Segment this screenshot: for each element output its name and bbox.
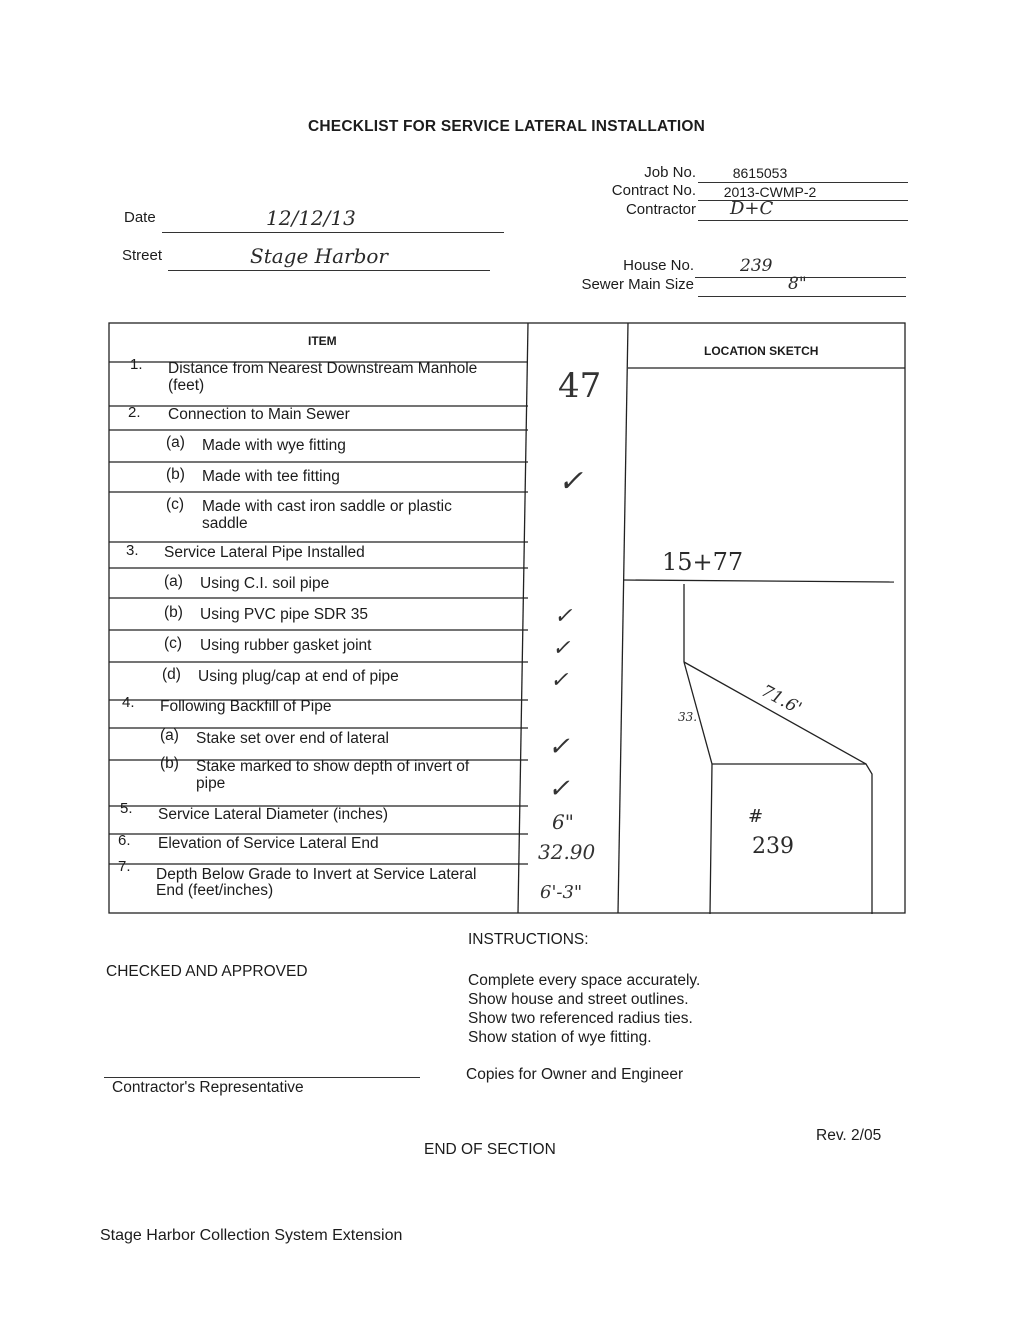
row-3a-text: Using C.I. soil pipe [200,575,330,592]
row-3-text: Service Lateral Pipe Installed [164,544,365,561]
row-4-text: Following Backfill of Pipe [160,698,332,715]
sketch-header: LOCATION SKETCH [704,344,819,358]
page-title: CHECKLIST FOR SERVICE LATERAL INSTALLATION [308,118,706,135]
row-4b-text: Stake marked to show depth of invert of [196,758,470,775]
row-1-text: Distance from Nearest Downstream Manhole [168,360,478,377]
row-3d-text: Using plug/cap at end of pipe [198,668,399,685]
row-6-value: 32.90 [538,840,596,864]
job-no-value: 8615053 [732,165,788,181]
row-7-text2: End (feet/inches) [156,882,274,899]
row-2c-sub: (c) [166,496,185,513]
row-7-num: 7. [118,858,131,875]
row-4a-sub: (a) [160,727,179,744]
sketch-dim-short: 33. [678,710,698,724]
instructions-heading: INSTRUCTIONS: [468,931,589,948]
instruction-line: Complete every space accurately. [468,972,701,989]
checked-approved: CHECKED AND APPROVED [106,963,308,980]
row-6-num: 6. [118,832,131,849]
revision: Rev. 2/05 [816,1127,882,1144]
job-no-line [698,182,908,183]
contractor-value: D+C [730,198,774,219]
row-2b-sub: (b) [166,466,185,483]
row-3b-sub: (b) [164,604,183,621]
row-1-num: 1. [130,356,143,373]
end-of-section: END OF SECTION [424,1141,556,1158]
row-4b-sub: (b) [160,755,179,772]
row-4a-value: ✓ [548,732,570,762]
row-3c-sub: (c) [164,635,183,652]
sewer-main-value: 8" [788,274,807,294]
row-3c-text: Using rubber gasket joint [200,637,372,654]
house-no-value: 239 [740,256,773,276]
row-3b-text: Using PVC pipe SDR 35 [200,606,368,623]
row-2c-text2: saddle [202,515,248,532]
row-1-text2: (feet) [168,377,205,394]
contractor-rep-label: Contractor's Representative [112,1079,304,1096]
date-line [162,232,504,233]
footer-project: Stage Harbor Collection System Extension [100,1227,403,1244]
row-4-num: 4. [122,694,135,711]
street-value: Stage Harbor [250,244,388,268]
row-3a-sub: (a) [164,573,183,590]
house-no-label: House No. [623,257,694,274]
row-4a-text: Stake set over end of lateral [196,730,390,747]
row-4b-text2: pipe [196,775,226,792]
instruction-line: Show house and street outlines. [468,991,689,1008]
row-2b-text: Made with tee fitting [202,468,340,485]
row-7-text: Depth Below Grade to Invert at Service Lateral [156,866,477,883]
contractor-label: Contractor [625,201,696,218]
row-3d-sub: (d) [162,666,181,683]
sketch-dim-diag: 71.6' [757,681,805,719]
copies-note: Copies for Owner and Engineer [466,1066,684,1083]
row-2c-text: Made with cast iron saddle or plastic [202,498,452,515]
row-2-num: 2. [128,404,141,421]
instructions-list [468,971,700,1047]
row-6-text: Elevation of Service Lateral End [158,835,379,852]
sketch-house-no: 239 [752,834,794,859]
row-2a-sub: (a) [166,434,185,451]
sewer-main-line [698,296,906,297]
sketch-house-label: # [748,806,764,827]
sewer-main-label: Sewer Main Size [581,276,694,293]
row-1-value: 47 [558,366,602,406]
row-2a-text: Made with wye fitting [202,437,346,454]
date-label: Date [124,209,156,226]
date-value: 12/12/13 [266,206,356,230]
signature-line [104,1077,420,1078]
row-5-value: 6" [552,810,574,834]
row-3-num: 3. [126,542,139,559]
row-3b-value: ✓ [554,604,573,629]
row-2-text: Connection to Main Sewer [168,406,350,423]
instruction-line: Show two referenced radius ties. [468,1010,693,1027]
item-header: ITEM [308,334,337,348]
instruction-line: Show station of wye fitting. [468,1029,652,1046]
row-5-num: 5. [120,800,133,817]
street-line [168,270,490,271]
contract-no-value: 2013-CWMP-2 [723,184,817,200]
row-5-text: Service Lateral Diameter (inches) [158,806,389,823]
sketch-station: 15+77 [662,548,744,576]
street-label: Street [122,247,163,264]
row-2b-value: ✓ [558,464,584,499]
row-3c-value: ✓ [552,636,571,661]
contractor-line [698,220,908,221]
row-3d-value: ✓ [550,668,569,693]
row-7-value: 6'-3" [540,882,583,903]
job-no-label: Job No. [644,164,696,181]
checklist-table [108,322,906,914]
contract-no-label: Contract No. [611,182,696,199]
row-4b-value: ✓ [548,774,570,804]
